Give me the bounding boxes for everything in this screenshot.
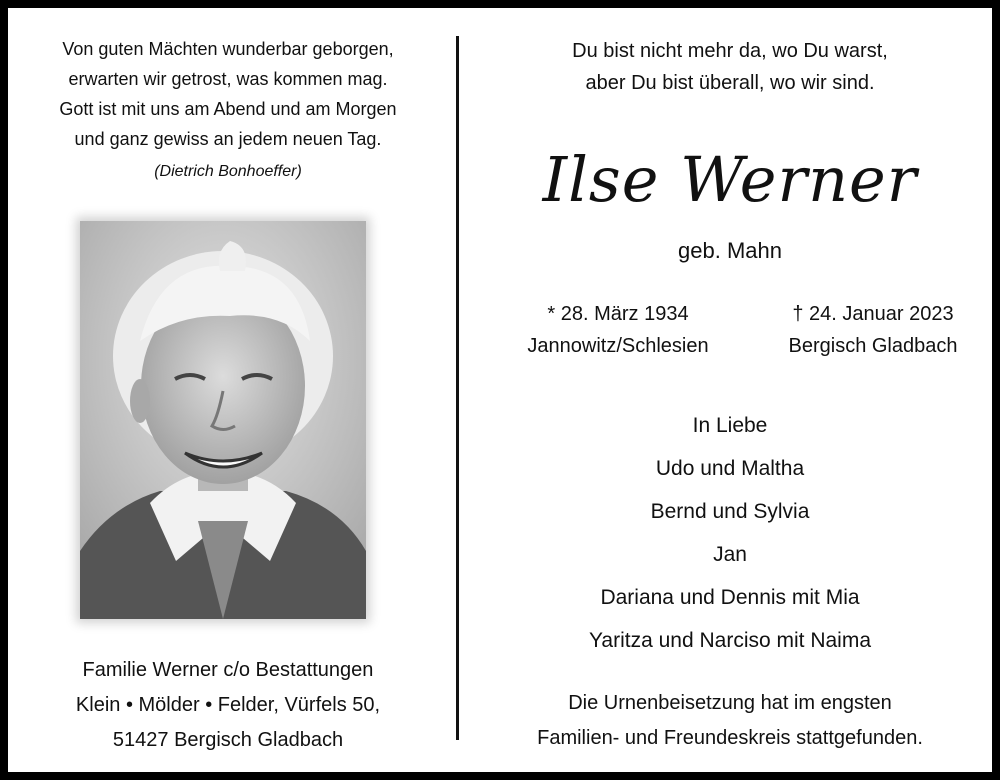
column-divider — [456, 36, 459, 740]
quote-line: aber Du bist überall, wo wir sind. — [585, 72, 875, 94]
sender-address — [8, 653, 448, 758]
birth-name: geb. Mahn — [678, 238, 782, 263]
poem-line: und ganz gewiss an jedem neuen Tag. — [74, 129, 382, 149]
obituary-card — [8, 8, 992, 772]
portrait-photo — [80, 221, 366, 619]
birth-info — [498, 298, 738, 362]
right-column — [468, 8, 992, 772]
mourner-name: Dariana und Dennis mit Mia — [600, 586, 860, 609]
mourner-name: Udo und Maltha — [655, 457, 805, 480]
death-info — [758, 298, 988, 362]
left-column — [8, 8, 448, 772]
death-place: Bergisch Gladbach — [788, 335, 958, 357]
poem-line: erwarten wir getrost, was kommen mag. — [68, 69, 388, 89]
birth-place: Jannowitz/Schlesien — [527, 335, 709, 357]
poem-author: (Dietrich Bonhoeffer) — [154, 163, 302, 180]
mourner-name: Yaritza und Narciso mit Naima — [588, 629, 872, 652]
mourner-name: Jan — [713, 543, 747, 566]
mourner-name: Bernd und Sylvia — [650, 500, 810, 523]
mourners — [468, 404, 992, 662]
burial-note — [468, 686, 992, 756]
sender-line: 51427 Bergisch Gladbach — [112, 729, 344, 751]
portrait-illustration — [80, 221, 366, 619]
quote-line: Du bist nicht mehr da, wo Du warst, — [572, 40, 888, 62]
birth-date: * 28. März 1934 — [547, 303, 689, 325]
poem — [8, 34, 448, 154]
poem-line: Von guten Mächten wunderbar geborgen, — [62, 39, 394, 59]
mourners-intro: In Liebe — [692, 414, 768, 437]
sender-line: Klein • Mölder • Felder, Vürfels 50, — [75, 694, 381, 716]
sender-line: Familie Werner c/o Bestattungen — [82, 659, 374, 681]
quote — [468, 35, 992, 99]
note-line: Die Urnenbeisetzung hat im engsten — [568, 692, 892, 714]
deceased-name: Ilse Werner — [542, 143, 918, 216]
note-line: Familien- und Freundeskreis stattgefunden. — [537, 727, 923, 749]
death-date: † 24. Januar 2023 — [792, 303, 954, 325]
poem-line: Gott ist mit uns am Abend und am Morgen — [59, 99, 397, 119]
